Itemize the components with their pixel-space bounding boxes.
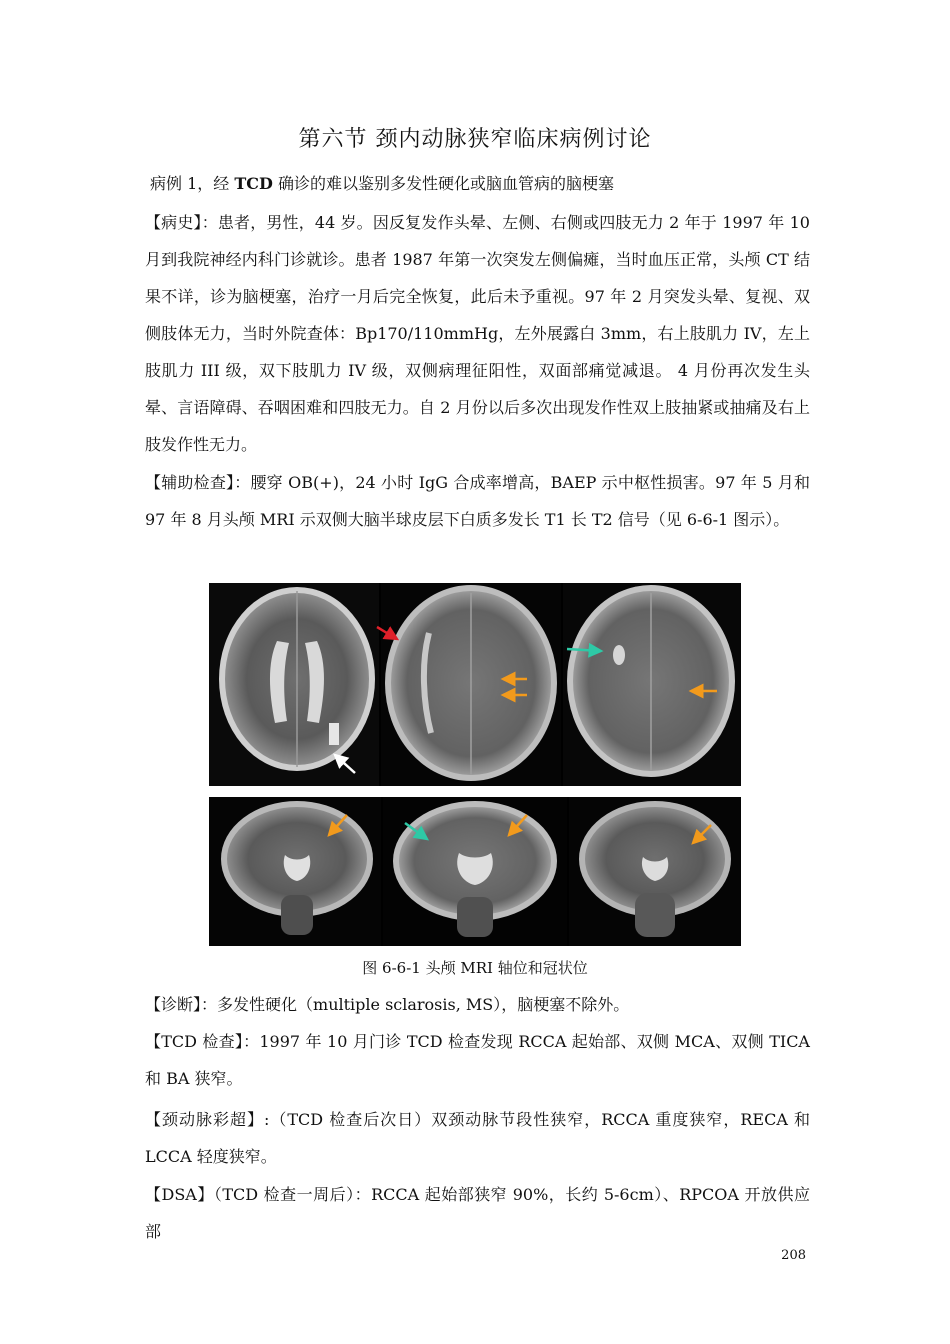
mri-coronal-slice-3 (569, 797, 741, 946)
section-title: 第六节 颈内动脉狭窄临床病例讨论 (298, 127, 652, 152)
case-heading-suffix: 确诊的难以鉴别多发性硬化或脑血管病的脑梗塞 (272, 174, 614, 193)
history-label: 【病史】 (145, 213, 202, 232)
mri-axial-panel (209, 583, 741, 786)
diagnosis-text: ：多发性硬化（multiple sclarosis, MS），脑梗塞不除外。 (201, 995, 630, 1014)
carotid-label: 【颈动脉彩超】 (145, 1110, 264, 1129)
page-number: 208 (781, 1248, 806, 1263)
diagnosis-label: 【诊断】 (145, 995, 202, 1014)
mri-coronal-slice-2 (383, 797, 567, 946)
figure-caption: 图 6-6-1 头颅 MRI 轴位和冠状位 (362, 959, 588, 977)
tcd-text: ：1997 年 10 月门诊 TCD 检查发现 RCCA 起始部、双侧 MCA、双侧 TICA 和 BA 狭窄。 (145, 1032, 810, 1088)
carotid-ultrasound-paragraph (145, 1101, 810, 1175)
mri-coronal-slice-1 (209, 797, 381, 946)
mri-coronal-panel (209, 797, 741, 946)
aux-exam-label: 【辅助检查】 (145, 473, 235, 492)
mri-slice-1 (209, 583, 379, 786)
aux-exam-text: ：腰穿 OB(+)，24 小时 IgG 合成率增高，BAEP 示中枢性损害。97 年 5 月和 97 年 8 月头颅 MRI 示双侧大脑半球皮层下白质多发长 T1 长 T2 信号（见 6-6-1 图示）。 (145, 473, 810, 529)
aux-exam-paragraph (145, 464, 810, 538)
dsa-text: （TCD 检查一周后）：RCCA 起始部狭窄 90%，长约 5-6cm）、RPCOA 开放供应部 (145, 1185, 810, 1241)
case-heading (150, 171, 614, 194)
diagnosis-paragraph (145, 986, 810, 1023)
case-heading-prefix: 病例 1，经 (150, 174, 235, 193)
dsa-paragraph (145, 1176, 810, 1250)
tcd-paragraph (145, 1023, 810, 1097)
carotid-text: :（TCD 检查后次日）双颈动脉节段性狭窄，RCCA 重度狭窄，RECA 和 LCCA 轻度狭窄。 (145, 1110, 810, 1166)
mri-slice-2 (377, 583, 561, 786)
tcd-label: 【TCD 检查】 (145, 1032, 244, 1051)
case-heading-tcd: TCD (234, 174, 273, 193)
history-text: ：患者，男性，44 岁。因反复发作头晕、左侧、右侧或四肢无力 2 年于 1997 年 10 月到我院神经内科门诊就诊。患者 1987 年第一次突发左侧偏瘫，当时血压正常，头颅 CT 结果不详，诊为脑梗塞，治疗一月后完全恢复，此后未予重视。97 年 2 月突发头晕、复视、双侧肢体无力，当时外院查体：Bp170/110mmHg，左外展露白 3mm，右上肢肌力 IV，左上肢肌力 III 级，双下肢肌力 IV 级，双侧病理征阳性，双面部痛觉减退。 4 月份再次发生头晕、言语障碍、吞咽困难和四肢无力。自 2 月份以后多次出现发作性双上肢抽紧或抽痛及右上肢发作性无力。 (145, 213, 810, 454)
mri-slice-3 (563, 583, 741, 786)
history-paragraph (145, 204, 810, 463)
dsa-label: 【DSA】 (145, 1185, 214, 1204)
